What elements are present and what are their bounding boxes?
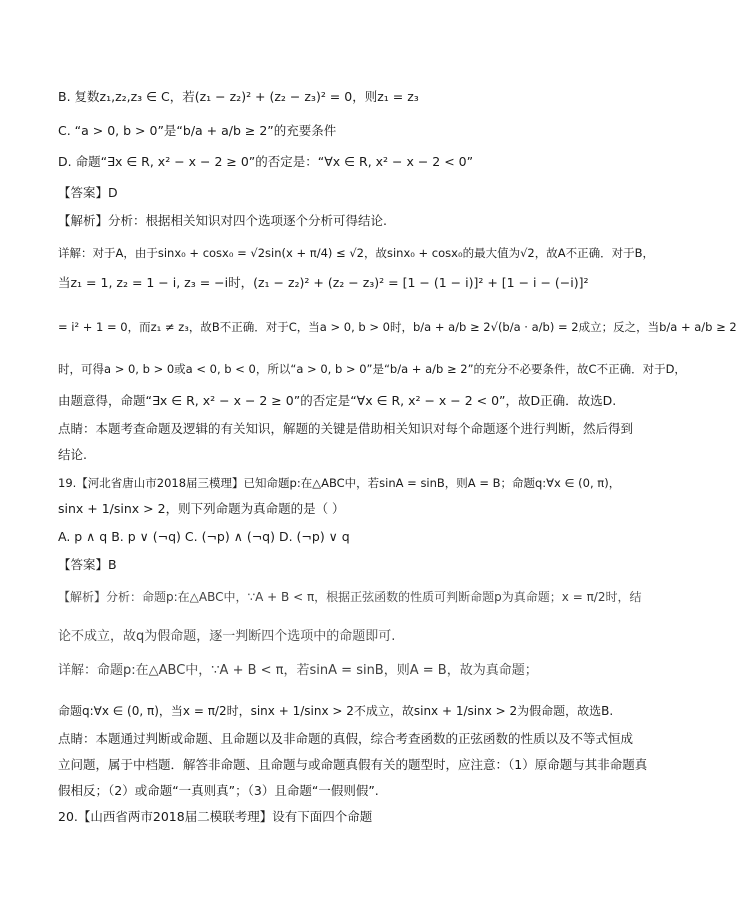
question-20-line: 20.【山西省两市2018届二模联考理】设有下面四个命题 [58,809,373,824]
answer-line: 【答案】D [58,185,118,200]
detail-line-2: 当z₁ = 1, z₂ = 1 − i, z₃ = −i时，(z₁ − z₂)² + (z₂ − z₃)² = [1 − (1 − i)]² + [1 − i − (−i)]² [58,275,589,290]
detail-19-line-1: 详解：命题p:在△ABC中，∵A + B < π，若sinA = sinB，则A = B，故为真命题； [58,663,538,678]
detail-line-1: 详解：对于A，由于sinx₀ + cosx₀ = √2sin(x + π/4) ≤ √2，故sinx₀ + cosx₀的最大值为√2，故A不正确．对于B， [58,246,654,260]
comment-19-line-1: 点睛：本题通过判断或命题、且命题以及非命题的真假，综合考查函数的正弦函数的性质以及不等式恒成 [58,731,634,746]
comment-19-line-3: 假相反；（2）或命题“一真则真”；（3）且命题“一假则假”. [58,783,379,798]
comment-line-1: 点睛：本题考查命题及逻辑的有关知识，解题的关键是借助相关知识对每个命题逐个进行判断，然后得到 [58,421,634,436]
question-19-line-1: 19.【河北省唐山市2018届三模理】已知命题p:在△ABC中，若sinA = sinB，则A = B；命题q:∀x ∈ (0, π)， [58,476,621,490]
question-19-options: A. p ∧ q B. p ∨ (¬q) C. (¬p) ∧ (¬q) D. (¬p) ∨ q [58,529,350,544]
option-c-line: C. “a > 0, b > 0”是“b/a + a/b ≥ 2”的充要条件 [58,123,337,138]
analysis-19-line-1: 【解析】分析：命题p:在△ABC中，∵A + B < π，根据正弦函数的性质可判断命题p为真命题；x = π/2时，结 [58,590,642,604]
comment-line-2: 结论. [58,447,87,462]
option-d-line: D. 命题“∃x ∈ R, x² − x − 2 ≥ 0”的否定是：“∀x ∈ R, x² − x − 2 < 0” [58,154,474,169]
analysis-19-line-2: 论不成立，故q为假命题，逐一判断四个选项中的命题即可. [58,629,396,644]
analysis-line: 【解析】分析：根据相关知识对四个选项逐个分析可得结论. [58,213,387,228]
option-b-line: B. 复数z₁,z₂,z₃ ∈ C，若(z₁ − z₂)² + (z₂ − z₃)² = 0，则z₁ = z₃ [58,89,419,104]
detail-19-line-2: 命题q:∀x ∈ (0, π)，当x = π/2时，sinx + 1/sinx > 2不成立，故sinx + 1/sinx > 2为假命题，故选B. [58,704,614,718]
detail-line-4: 时，可得a > 0, b > 0或a < 0, b < 0，所以“a > 0, b > 0”是“b/a + a/b ≥ 2”的充分不必要条件，故C不正确．对于D， [58,362,686,376]
answer-19-line: 【答案】B [58,557,117,572]
detail-line-3: = i² + 1 = 0，而z₁ ≠ z₃，故B不正确．对于C，当a > 0, b > 0时，b/a + a/b ≥ 2√(b/a · a/b) = 2成立；反之，当b/a + a/b ≥ 2 [58,320,737,334]
comment-19-line-2: 立问题，属于中档题．解答非命题、且命题与或命题真假有关的题型时，应注意：（1）原命题与其非命题真 [58,757,648,772]
question-19-line-2: sinx + 1/sinx > 2，则下列命题为真命题的是（ ） [58,501,345,516]
detail-line-5: 由题意得，命题“∃x ∈ R, x² − x − 2 ≥ 0”的否定是“∀x ∈ R, x² − x − 2 < 0”，故D正确．故选D. [58,393,617,408]
